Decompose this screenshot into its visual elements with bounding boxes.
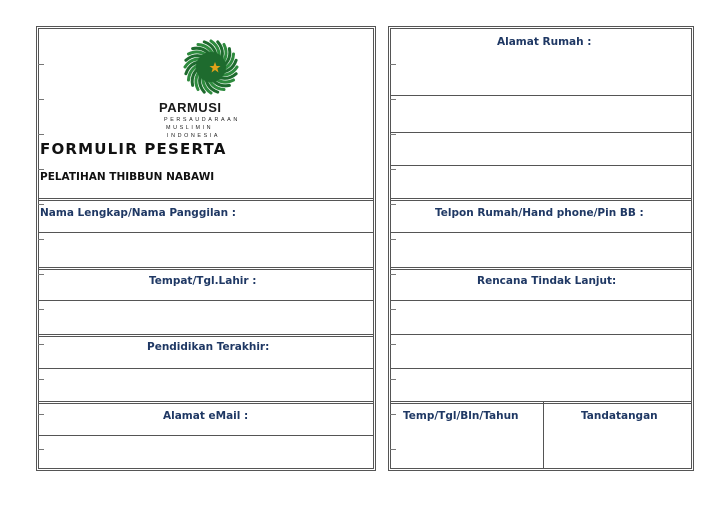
place-date-label: Temp/Tgl/Bln/Tahun	[403, 410, 519, 422]
right-form-panel	[388, 26, 694, 471]
email-address-label: Alamat eMail :	[163, 410, 249, 422]
form-subtitle: PELATIHAN THIBBUN NABAWI	[40, 171, 215, 183]
home-address-label: Alamat Rumah :	[497, 36, 592, 48]
signature-label: Tandatangan	[581, 410, 658, 422]
full-name-label: Nama Lengkap/Nama Panggilan :	[40, 207, 236, 219]
birth-place-date-label: Tempat/Tgl.Lahir :	[149, 275, 257, 287]
logo-name: PARMUSI	[159, 100, 222, 115]
form-title: FORMULIR PESERTA	[40, 140, 227, 158]
logo-subtitle-line-3: INDONESIA	[167, 133, 221, 139]
left-form-panel	[36, 26, 376, 471]
logo-subtitle-line-2: MUSLIMIN	[166, 125, 214, 131]
logo-subtitle-line-1: PERSAUDARAAN	[164, 117, 240, 123]
parmusi-logo-icon	[179, 35, 243, 99]
last-education-label: Pendidikan Terakhir:	[147, 341, 270, 353]
follow-up-plan-label: Rencana Tindak Lanjut:	[477, 275, 617, 287]
phone-label: Telpon Rumah/Hand phone/Pin BB :	[435, 207, 644, 219]
